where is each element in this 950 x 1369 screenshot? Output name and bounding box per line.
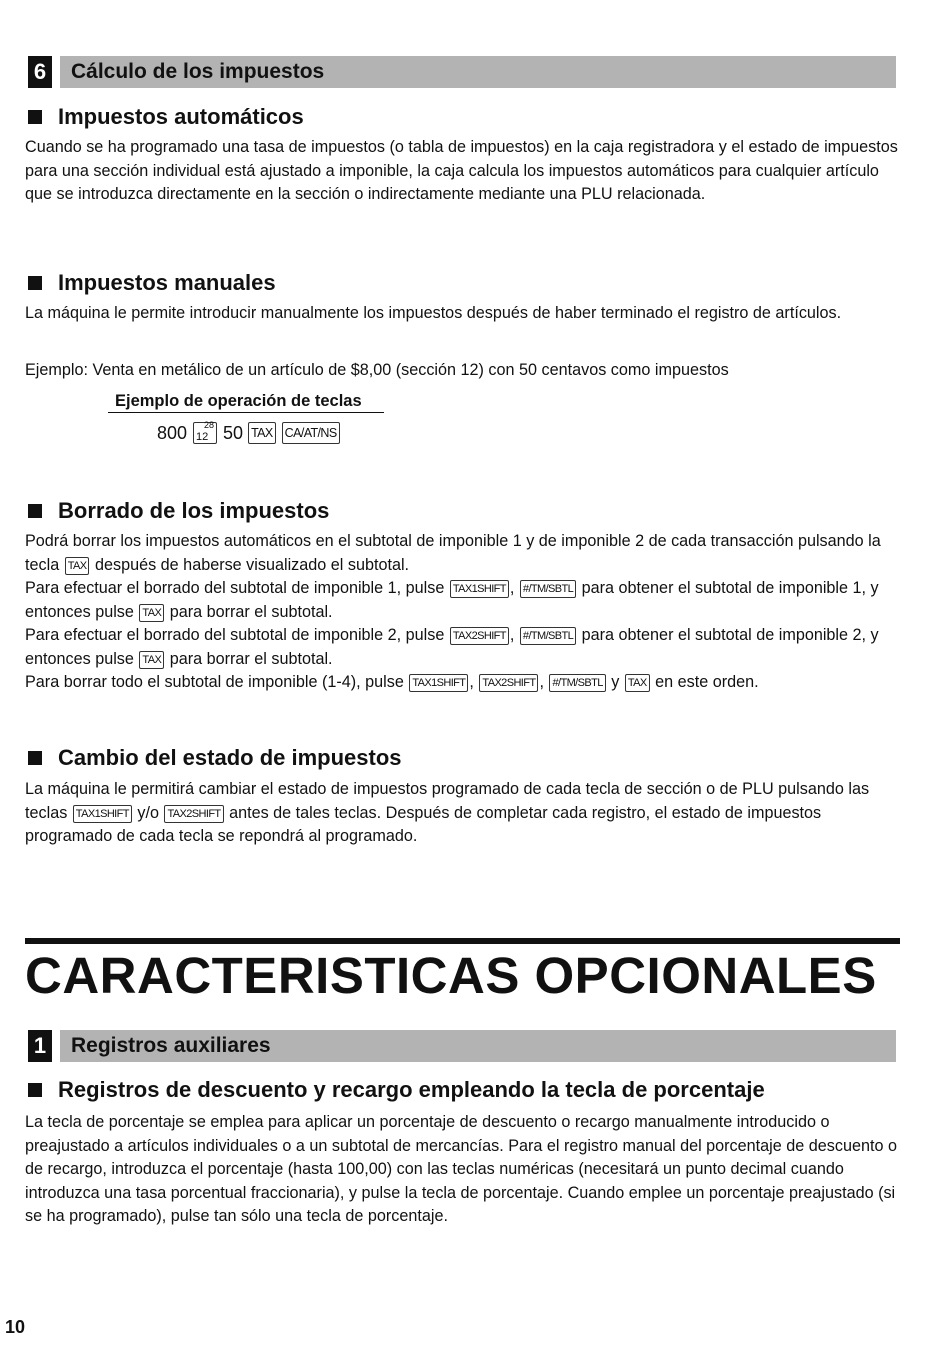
chapter-rule (25, 938, 900, 944)
tax2shift-key-icon: TAX2SHIFT (164, 805, 223, 823)
page-number: 10 (5, 1317, 26, 1337)
text-run: y (611, 673, 620, 691)
amount-value: 50 (223, 422, 244, 443)
text-run: para borrar el subtotal. (169, 602, 333, 621)
section-header-6 (28, 56, 896, 88)
paragraph-cambio (25, 778, 905, 849)
bullet-square-icon (28, 276, 42, 290)
heading-impuestos-manuales (28, 270, 276, 296)
paragraph-line: Para efectuar el borrado del subtotal de imponible 2, pulse TAX2SHIFT , #/TM/SBTL para obtener el subtotal de imponible 2, y entonces pulse TAX para borrar el subtotal. (25, 626, 879, 668)
paragraph-ejemplo (25, 359, 905, 383)
heading-text: Registros de descuento y recargo empleando la tecla de porcentaje (58, 1077, 765, 1102)
text-run: y/o (137, 803, 159, 822)
text-run: Para efectuar el borrado del subtotal de imponible 1, pulse (25, 579, 445, 597)
text-run: Para efectuar el borrado del subtotal de imponible 2, pulse (25, 626, 445, 644)
heading-cambio-estado (28, 745, 402, 771)
paragraph-impuestos-manuales (25, 302, 905, 326)
bullet-square-icon (28, 110, 42, 124)
text-run: antes de tales teclas. Después de completar cada registro, el estado de impuestos programado de cada tecla se repondrá al programado. (25, 803, 822, 845)
text-run: para obtener el subtotal de imponible 2, y entonces pulse (25, 626, 879, 668)
key-operation-label: Ejemplo de operación de teclas (108, 392, 384, 413)
text-run: para obtener el subtotal de imponible 1, y entonces pulse (25, 579, 879, 621)
heading-text: Borrado de los impuestos (58, 498, 330, 523)
text-run: Podrá borrar los impuestos automáticos en el subtotal de imponible 1 y de imponible 2 de cada transacción pulsando la tecla (25, 532, 881, 574)
tax-key-icon: TAX (625, 674, 650, 692)
amount-value: 800 (157, 422, 188, 443)
paragraph-borrado (25, 530, 905, 695)
tax-key-icon: TAX (139, 651, 164, 669)
tax-key-icon: TAX (139, 604, 164, 622)
section-header-1 (28, 1030, 896, 1062)
section-number: 6 (28, 56, 52, 88)
tax-key-icon: TAX (248, 422, 276, 444)
paragraph-line: Para efectuar el borrado del subtotal de imponible 1, pulse TAX1SHIFT , #/TM/SBTL para obtener el subtotal de imponible 1, y entonces pulse TAX para borrar el subtotal. (25, 579, 879, 621)
text-run: en este orden. (655, 673, 759, 691)
key-operation-sequence (157, 422, 341, 444)
heading-borrado-impuestos (28, 498, 329, 524)
sbtl-key-icon: #/TM/SBTL (520, 580, 576, 598)
tax1shift-key-icon: TAX1SHIFT (409, 674, 468, 692)
heading-impuestos-automaticos (28, 104, 304, 130)
sbtl-key-icon: #/TM/SBTL (520, 627, 576, 645)
text-run: para borrar el subtotal. (169, 649, 333, 668)
tax1shift-key-icon: TAX1SHIFT (450, 580, 509, 598)
section-title: Cálculo de los impuestos (60, 56, 896, 88)
text-run: después de haberse visualizado el subtotal. (94, 555, 410, 574)
heading-text: Impuestos automáticos (58, 104, 304, 129)
department-key-icon (193, 422, 217, 444)
chapter-title: CARACTERISTICAS OPCIONALES (25, 947, 877, 1004)
bullet-square-icon (28, 504, 42, 518)
heading-text: Cambio del estado de impuestos (58, 745, 402, 770)
heading-porcentaje (28, 1077, 765, 1103)
section-number: 1 (28, 1030, 52, 1062)
text-run: La máquina le permitirá cambiar el estado de impuestos programado de cada tecla de sección o de PLU pulsando las teclas (25, 780, 870, 822)
paragraph-impuestos-automaticos (25, 136, 905, 207)
tax-key-icon: TAX (65, 557, 90, 575)
paragraph-porcentaje (25, 1111, 905, 1229)
heading-text: Impuestos manuales (58, 270, 276, 295)
paragraph-text: La máquina le permite introducir manualmente los impuestos después de haber terminado el registro de artículos. (25, 304, 842, 322)
tax2shift-key-icon: TAX2SHIFT (479, 674, 538, 692)
tax1shift-key-icon: TAX1SHIFT (73, 805, 132, 823)
paragraph-line: Para borrar todo el subtotal de imponible (1-4), pulse TAX1SHIFT , TAX2SHIFT , #/TM/SBTL y TAX en este orden. (25, 673, 759, 691)
paragraph-line (25, 778, 905, 849)
section-title: Registros auxiliares (60, 1030, 896, 1062)
paragraph-text: Cuando se ha programado una tasa de impuestos (o tabla de impuestos) en la caja registradora y el estado de impuestos para una sección individual está ajustado a imponible, la caja calcula los impuestos automáticos para cualquier artículo que se introduzca directamente en la sección o indirectamente mediante una PLU relacionada. (25, 138, 898, 203)
bullet-square-icon (28, 751, 42, 765)
paragraph-text: La tecla de porcentaje se emplea para aplicar un porcentaje de descuento o recargo manualmente introducido o preajustado a artículos individuales o a un subtotal de mercancías. Para el registro manual del porcentaje de descuento o de recargo, introduzca el porcentaje (hasta 100,00) con las teclas numéricas (necesitará un punto decimal cuando introduzca una tasa porcentual fraccionaria), y pulse la tecla de porcentaje. Cuando emplee un porcentaje preajustado (si se ha programado), pulse tan sólo una tecla de porcentaje. (25, 1113, 897, 1225)
bullet-square-icon (28, 1083, 42, 1097)
ca-at-ns-key-icon: CA/AT/NS (282, 422, 340, 444)
paragraph-line (25, 530, 905, 577)
paragraph-text: Ejemplo: Venta en metálico de un artículo de $8,00 (sección 12) con 50 centavos como impuestos (25, 361, 729, 379)
text-run: Para borrar todo el subtotal de imponible (1-4), pulse (25, 673, 404, 691)
dept-key-bottom-label: 12 (196, 431, 209, 443)
sbtl-key-icon: #/TM/SBTL (549, 674, 605, 692)
dept-key-top-label: 28 (204, 420, 215, 430)
tax2shift-key-icon: TAX2SHIFT (450, 627, 509, 645)
